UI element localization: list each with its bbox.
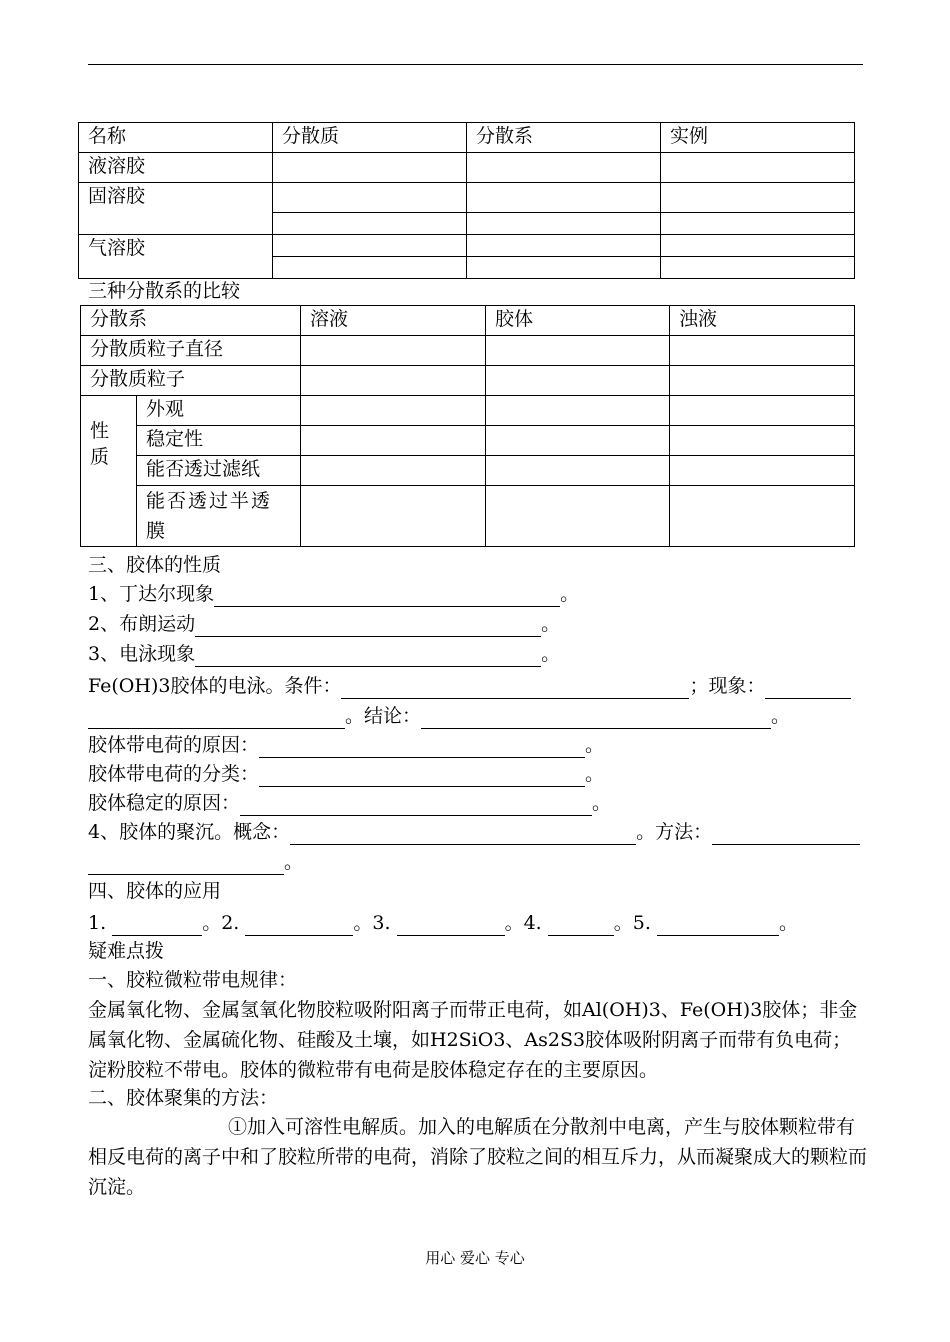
- blank-cell[interactable]: [273, 153, 467, 183]
- header-cell: 实例: [661, 123, 855, 153]
- row-label: 分散质粒子直径: [81, 336, 301, 366]
- charge-reason-line: [88, 732, 878, 758]
- property-group-label: [81, 396, 137, 547]
- blank-cell[interactable]: [273, 257, 467, 279]
- blank-cell[interactable]: [661, 257, 855, 279]
- electrophoresis-line: [88, 641, 878, 667]
- table-row: [79, 123, 855, 153]
- blank-cell[interactable]: [486, 486, 670, 547]
- answer-blank[interactable]: [240, 795, 592, 816]
- item-number: 。2.: [202, 912, 240, 934]
- blank-cell[interactable]: [301, 396, 486, 426]
- charge-class-line: [88, 761, 878, 787]
- blank-cell[interactable]: [670, 366, 855, 396]
- section4-title: 四、胶体的应用: [88, 880, 222, 902]
- header-rule: [88, 64, 863, 65]
- table-row: [81, 486, 855, 547]
- period: 。: [585, 734, 605, 756]
- item-label: Fe(OH)3胶体的电泳。条件：: [88, 675, 342, 697]
- item-label: 胶体带电荷的原因：: [88, 734, 260, 756]
- item-label: 胶体稳定的原因：: [88, 792, 241, 814]
- table-row: [81, 426, 855, 456]
- table-row: [81, 306, 855, 336]
- period: 。: [284, 851, 304, 873]
- item-label: 。结论：: [345, 705, 422, 727]
- header-cell: 胶体: [486, 306, 670, 336]
- item-label: ；现象：: [689, 675, 766, 697]
- row-label: 分散质粒子: [81, 366, 301, 396]
- table-row: [81, 336, 855, 366]
- period: 。: [541, 613, 561, 635]
- answer-blank[interactable]: [195, 646, 541, 667]
- row-label: 外观: [137, 396, 301, 426]
- applications-line: [88, 910, 878, 936]
- answer-blank[interactable]: [88, 854, 284, 875]
- blank-cell[interactable]: [661, 153, 855, 183]
- row-label: [137, 486, 301, 547]
- tips-heading-1: 一、胶粒微粒带电规律：: [88, 969, 298, 991]
- blank-cell[interactable]: [273, 213, 467, 235]
- dispersion-comparison-table: [80, 305, 855, 547]
- answer-blank[interactable]: [657, 915, 779, 936]
- blank-cell[interactable]: [661, 183, 855, 213]
- item-label: 3、电泳现象: [88, 643, 196, 665]
- answer-blank[interactable]: [214, 586, 560, 607]
- period: 。: [592, 792, 612, 814]
- header-cell: 溶液: [301, 306, 486, 336]
- answer-blank[interactable]: [421, 708, 771, 729]
- row-label: 稳定性: [137, 426, 301, 456]
- brownian-line: [88, 611, 878, 637]
- answer-blank[interactable]: [112, 915, 202, 936]
- blank-cell[interactable]: [467, 183, 661, 213]
- tips-heading-2: 二、胶体聚集的方法：: [88, 1087, 279, 1109]
- colloid-types-table: [78, 122, 855, 279]
- row-label: 能否透过滤纸: [137, 456, 301, 486]
- blank-cell[interactable]: [467, 213, 661, 235]
- blank-cell[interactable]: [486, 366, 670, 396]
- table-row: [81, 456, 855, 486]
- fe-electrophoresis-line: [88, 673, 878, 699]
- header-cell: 名称: [79, 123, 273, 153]
- item-label: 4、胶体的聚沉。概念：: [88, 821, 291, 843]
- answer-blank[interactable]: [341, 678, 689, 699]
- blank-cell[interactable]: [670, 486, 855, 547]
- answer-blank[interactable]: [290, 824, 636, 845]
- header-cell: 分散质: [273, 123, 467, 153]
- blank-cell[interactable]: [301, 366, 486, 396]
- fe-conclusion-line: [88, 703, 878, 729]
- blank-cell[interactable]: [467, 235, 661, 257]
- blank-cell[interactable]: [273, 183, 467, 213]
- coagulation-line: [88, 819, 878, 845]
- blank-cell[interactable]: [301, 486, 486, 547]
- blank-cell[interactable]: [661, 213, 855, 235]
- answer-blank[interactable]: [195, 616, 541, 637]
- item-label: 胶体带电荷的分类：: [88, 763, 260, 785]
- answer-blank[interactable]: [88, 708, 345, 729]
- blank-cell[interactable]: [486, 396, 670, 426]
- answer-blank[interactable]: [259, 766, 585, 787]
- item-number: 1.: [88, 912, 107, 934]
- blank-cell[interactable]: [670, 456, 855, 486]
- answer-blank[interactable]: [548, 915, 614, 936]
- period: 。: [541, 643, 561, 665]
- tips-title: 疑难点拨: [88, 940, 165, 962]
- item-label: 1、丁达尔现象: [88, 583, 215, 605]
- comparison-title: 三种分散系的比较: [88, 280, 241, 302]
- section3-title: 三、胶体的性质: [88, 554, 222, 576]
- period: 。: [585, 763, 605, 785]
- answer-blank[interactable]: [259, 737, 585, 758]
- blank-cell[interactable]: [670, 336, 855, 366]
- tips-paragraph-2: ①加入可溶性电解质。加入的电解质在分散剂中电离，产生与胶体颗粒带有相反电荷的离子中和了胶粒所带的电荷，消除了胶粒之间的相互斥力，从而凝聚成大的颗粒而沉淀。: [88, 1116, 868, 1198]
- table-row: [79, 183, 855, 213]
- table-row: [81, 396, 855, 426]
- group-label-char: 性: [90, 420, 110, 442]
- row-label: 液溶胶: [79, 153, 273, 183]
- answer-blank[interactable]: [397, 915, 505, 936]
- page-footer: 用心 爱心 专心: [425, 1249, 525, 1267]
- blank-cell[interactable]: [467, 153, 661, 183]
- tips-paragraph-1: 金属氧化物、金属氢氧化物胶粒吸附阳离子而带正电荷，如Al(OH)3、Fe(OH)3胶体；非金属氧化物、金属硫化物、硅酸及土壤，如H2SiO3、As2S3胶体吸附阴离子而带有负电荷；淀粉胶粒不带电。胶体的微粒带有电荷是胶体稳定存在的主要原因。: [88, 999, 858, 1081]
- blank-cell[interactable]: [301, 426, 486, 456]
- answer-blank[interactable]: [765, 678, 851, 699]
- blank-cell[interactable]: [301, 336, 486, 366]
- item-number: 。4.: [504, 912, 542, 934]
- period: 。: [771, 705, 791, 727]
- item-number: 。3.: [353, 912, 391, 934]
- blank-cell[interactable]: [486, 456, 670, 486]
- blank-cell[interactable]: [670, 426, 855, 456]
- item-label: 2、布朗运动: [88, 613, 196, 635]
- header-cell: 分散系: [467, 123, 661, 153]
- header-cell: 浊液: [670, 306, 855, 336]
- item-number: 。5.: [613, 912, 651, 934]
- blank-cell[interactable]: [486, 426, 670, 456]
- blank-cell[interactable]: [670, 396, 855, 426]
- period: 。: [778, 912, 798, 934]
- blank-cell[interactable]: [467, 257, 661, 279]
- blank-cell[interactable]: [273, 235, 467, 257]
- header-cell: 分散系: [81, 306, 301, 336]
- blank-cell[interactable]: [486, 336, 670, 366]
- period: 。: [560, 583, 580, 605]
- item-label: 。方法：: [636, 821, 713, 843]
- answer-blank[interactable]: [712, 824, 860, 845]
- table-row: [81, 366, 855, 396]
- group-label-char: 质: [90, 446, 110, 468]
- row-label-line: 能否透过半透: [146, 490, 273, 512]
- blank-cell[interactable]: [301, 456, 486, 486]
- table-row: [79, 153, 855, 183]
- row-label: 固溶胶: [79, 183, 273, 235]
- stable-reason-line: [88, 790, 878, 816]
- blank-cell[interactable]: [661, 235, 855, 257]
- table-row: [79, 235, 855, 257]
- answer-blank[interactable]: [245, 915, 353, 936]
- row-label-line: 膜: [146, 520, 168, 542]
- tyndall-line: [88, 581, 878, 607]
- coagulation-cont-line: [88, 849, 878, 875]
- row-label: 气溶胶: [79, 235, 273, 279]
